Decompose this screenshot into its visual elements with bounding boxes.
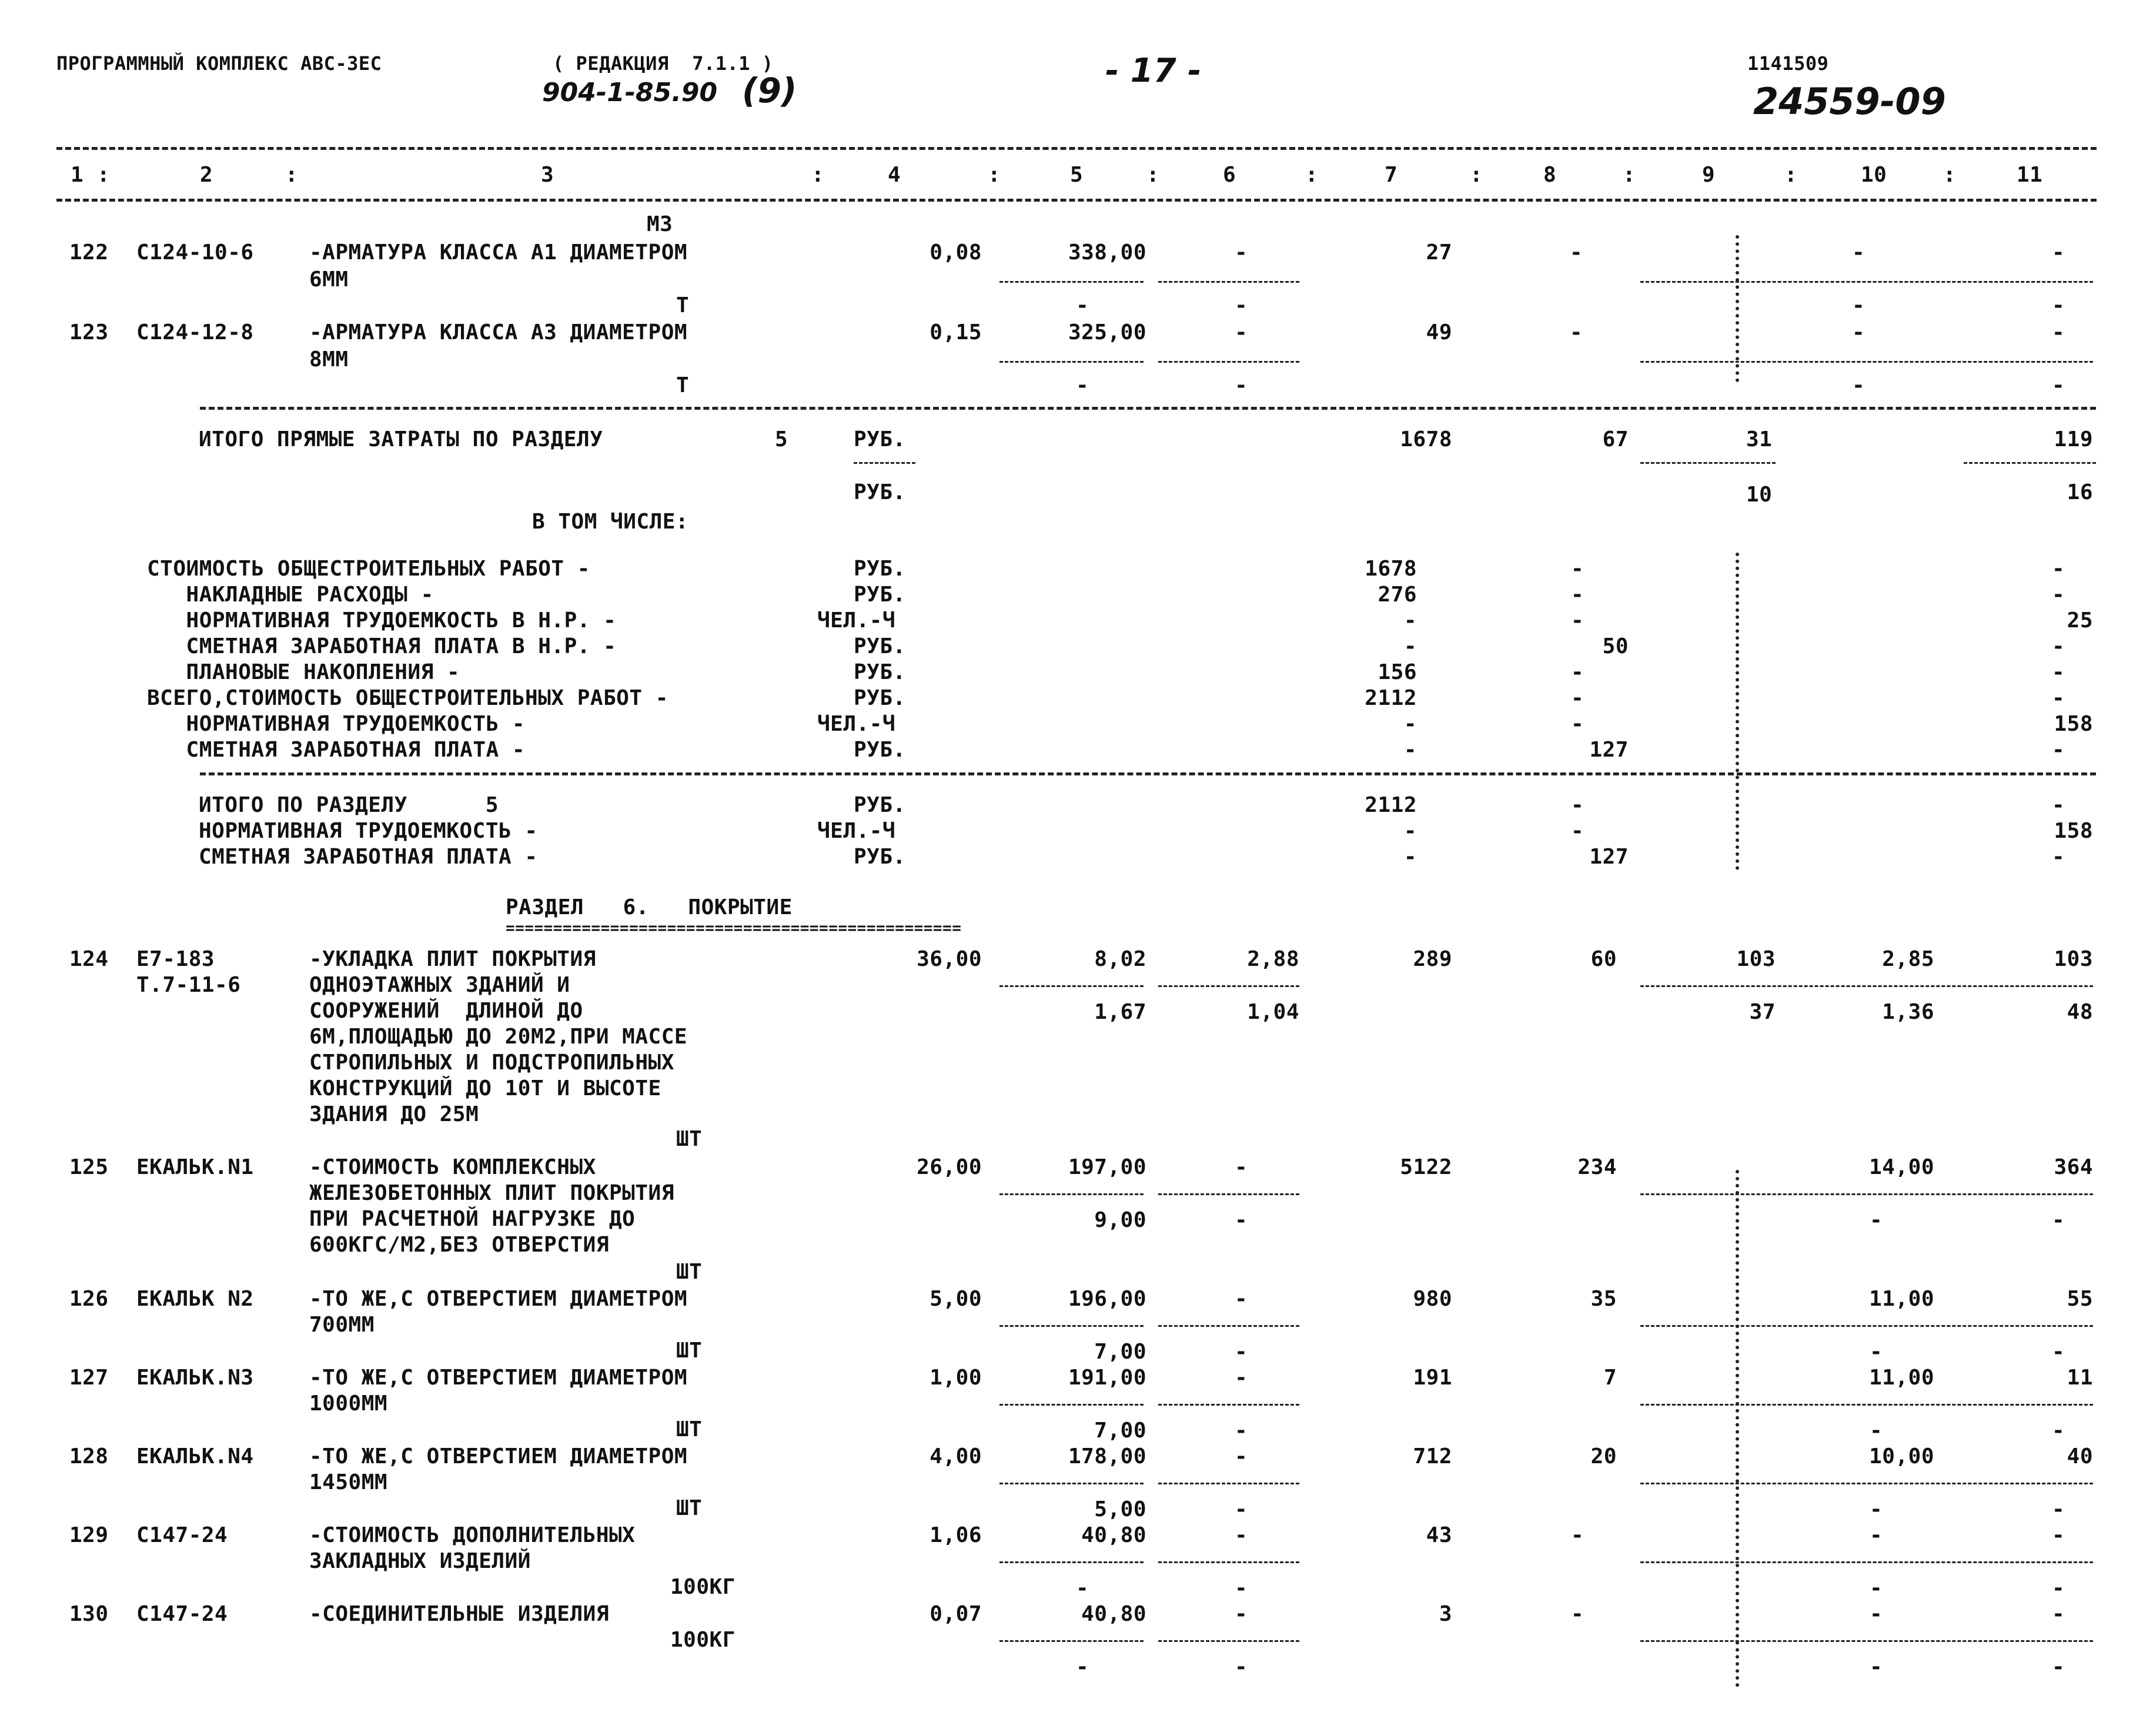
cell-c6: 2,88 [1247, 947, 1299, 971]
col-header-4: 4 [888, 163, 901, 187]
row-number: 128 [69, 1444, 109, 1469]
cell-c10: - [1870, 1602, 1883, 1626]
cell-c10b: - [1870, 1208, 1883, 1232]
doc-code-handwritten: 904-1-85.90 [542, 78, 718, 108]
cell-c10b: - [1870, 1340, 1883, 1364]
column9-dotted-line [1736, 553, 1739, 870]
row-description: ПРИ РАСЧЕТНОЙ НАГРУЗКЕ ДО [309, 1207, 636, 1231]
cell-c4: 1,06 [930, 1523, 982, 1547]
cell-c11b: - [2052, 1340, 2065, 1364]
row-description: 8ММ [309, 347, 349, 372]
cell-c11: - [2052, 738, 2065, 762]
row-number: 123 [69, 320, 109, 344]
row-description: 6ММ [309, 267, 349, 292]
col-header-6: 6 [1223, 163, 1236, 187]
cell-c11b: - [2052, 1419, 2065, 1443]
total-line-label: ИТОГО ПО РАЗДЕЛУ 5 [199, 793, 499, 817]
cell-c8: - [1571, 608, 1584, 633]
cell-c6b: - [1235, 1497, 1248, 1521]
cell-c4: 36,00 [917, 947, 982, 971]
row-code: Е7-183 [136, 947, 215, 971]
cell-c10: - [1852, 320, 1866, 344]
cell-c7: 49 [1426, 320, 1452, 344]
incl-line-label: НОРМАТИВНАЯ ТРУДОЕМКОСТЬ В Н.Р. - [147, 608, 617, 633]
unit-label: 100КГ [670, 1628, 736, 1652]
cell-c7: - [1403, 608, 1417, 633]
cell-c10: - [1870, 1523, 1883, 1547]
cell-c6: - [1235, 1155, 1248, 1179]
cell-c10: 14,00 [1869, 1155, 1934, 1179]
incl-line-unit: ЧЕЛ.-Ч [817, 608, 896, 633]
incl-line-label: ПЛАНОВЫЕ НАКОПЛЕНИЯ - [147, 660, 460, 684]
col-header-8: 8 [1543, 163, 1557, 187]
cell-c4: 0,07 [930, 1602, 982, 1626]
cell-c11: 158 [2054, 819, 2093, 843]
cell-c6: - [1235, 1444, 1248, 1469]
cell-c11: 103 [2054, 947, 2093, 971]
cell-c6b: - [1235, 373, 1248, 397]
cell-c11: - [2052, 557, 2065, 581]
summary-label: ИТОГО ПРЯМЫЕ ЗАТРАТЫ ПО РАЗДЕЛУ [199, 427, 603, 451]
section-title: РАЗДЕЛ 6. ПОКРЫТИЕ [506, 895, 793, 919]
cell-c7: - [1403, 819, 1417, 843]
cell-c11b: - [2052, 293, 2065, 317]
row-description: ОДНОЭТАЖНЫХ ЗДАНИЙ И [309, 973, 570, 997]
cell-c11b: 48 [2067, 1000, 2093, 1024]
cell-c8: - [1571, 660, 1584, 684]
cell-c11b: - [2052, 373, 2065, 397]
cell-c10b: - [1870, 1497, 1883, 1521]
cell-c10: 11,00 [1869, 1287, 1934, 1311]
cell-c10: 2,85 [1882, 947, 1934, 971]
row-description: ЗДАНИЯ ДО 25М [309, 1102, 479, 1126]
column9-dotted-line [1736, 1170, 1739, 1687]
total-line-unit: РУБ. [854, 845, 906, 869]
header-rule-top [56, 147, 2097, 150]
cell-c5: 178,00 [1068, 1444, 1146, 1469]
incl-heading: В ТОМ ЧИСЛЕ: [532, 510, 689, 534]
row-code: С147-24 [136, 1523, 228, 1547]
cell-c11: - [2052, 634, 2065, 658]
row-description: КОНСТРУКЦИЙ ДО 10Т И ВЫСОТЕ [309, 1076, 661, 1101]
row-description: 1450ММ [309, 1470, 388, 1494]
cell-c5: 196,00 [1068, 1287, 1146, 1311]
row-description: 1000ММ [309, 1392, 388, 1416]
unit-label: ШТ [676, 1260, 703, 1284]
row-description: -АРМАТУРА КЛАССА А3 ДИАМЕТРОМ [309, 320, 688, 344]
cell-c10: 10,00 [1869, 1444, 1934, 1469]
cell-c7: - [1403, 845, 1417, 869]
total-line-unit: РУБ. [854, 793, 906, 817]
cell-c9: 103 [1736, 947, 1776, 971]
incl-line-unit: ЧЕЛ.-Ч [817, 712, 896, 736]
cell-c10b: - [1870, 1419, 1883, 1443]
incl-line-unit: РУБ. [854, 686, 906, 710]
row-description: ЖЕЛЕЗОБЕТОННЫХ ПЛИТ ПОКРЫТИЯ [309, 1181, 674, 1205]
col-header-1: 1 [71, 163, 84, 187]
cell-c5b: 5,00 [1094, 1497, 1146, 1521]
row-number: 129 [69, 1523, 109, 1547]
row-description: -ТО ЖЕ,С ОТВЕРСТИЕМ ДИАМЕТРОМ [309, 1444, 688, 1469]
cell-c7: 27 [1426, 240, 1452, 265]
unit-label: 100КГ [670, 1575, 736, 1599]
cell-c8: 20 [1590, 1444, 1617, 1469]
unit-label: ШТ [676, 1127, 703, 1151]
cell-c5: 40,80 [1081, 1602, 1146, 1626]
row-number: 125 [69, 1155, 109, 1179]
cell-c11: - [2052, 660, 2065, 684]
cell-c8: - [1570, 240, 1583, 265]
cell-c7: 1678 [1365, 557, 1417, 581]
cell-c7: 2112 [1365, 793, 1417, 817]
cell-c8: - [1571, 793, 1584, 817]
cell-c8: 50 [1602, 634, 1629, 658]
unit-label: ШТ [676, 1339, 703, 1363]
cell-c11: 11 [2067, 1366, 2093, 1390]
cell-c11b: - [2052, 1208, 2065, 1232]
cell-c7: - [1403, 634, 1417, 658]
row-description: -ТО ЖЕ,С ОТВЕРСТИЕМ ДИАМЕТРОМ [309, 1287, 688, 1311]
row-description: 6М,ПЛОЩАДЬЮ ДО 20М2,ПРИ МАССЕ [309, 1025, 688, 1049]
cell-c11: - [2052, 583, 2065, 607]
cell-c5b: - [1076, 293, 1089, 317]
unit-label: М3 [647, 212, 673, 236]
cell-c11: 119 [2054, 427, 2093, 451]
cell-c7: 712 [1413, 1444, 1452, 1469]
cell-c8: 234 [1577, 1155, 1617, 1179]
row-description: -ТО ЖЕ,С ОТВЕРСТИЕМ ДИАМЕТРОМ [309, 1366, 688, 1390]
incl-line-label: НОРМАТИВНАЯ ТРУДОЕМКОСТЬ - [147, 712, 526, 736]
cell-c6: - [1235, 1366, 1248, 1390]
cell-c7: - [1403, 738, 1417, 762]
cell-c7: 980 [1413, 1287, 1452, 1311]
cell-c7: 156 [1378, 660, 1417, 684]
cell-c8: - [1571, 1602, 1584, 1626]
row-code: ЕКАЛЬК.N1 [136, 1155, 254, 1179]
row-code: ЕКАЛЬК.N4 [136, 1444, 254, 1469]
cell-c8: - [1571, 819, 1584, 843]
row-description: -СТОИМОСТЬ КОМПЛЕКСНЫХ [309, 1155, 596, 1179]
cell-c8: - [1571, 557, 1584, 581]
cell-c10b: - [1852, 293, 1866, 317]
row-description: 600КГС/М2,БЕЗ ОТВЕРСТИЯ [309, 1233, 609, 1257]
row-code: ЕКАЛЬК.N3 [136, 1366, 254, 1390]
total-line-label: СМЕТНАЯ ЗАРАБОТНАЯ ПЛАТА - [199, 845, 538, 869]
unit-label: Т [676, 373, 690, 397]
cell-c11: 55 [2067, 1287, 2093, 1311]
cell-c5b: 9,00 [1094, 1208, 1146, 1232]
row-description: СООРУЖЕНИЙ ДЛИНОЙ ДО [309, 999, 583, 1023]
cell-c10: - [1852, 240, 1866, 265]
section-underline: ================================================ [506, 919, 962, 937]
col-header-3: 3 [541, 163, 554, 187]
row-description: -АРМАТУРА КЛАССА А1 ДИАМЕТРОМ [309, 240, 688, 265]
cell-c10b: - [1870, 1655, 1883, 1679]
cell-c4: 0,15 [930, 320, 982, 344]
cell-c5b: 1,67 [1094, 1000, 1146, 1024]
cell-c5: 8,02 [1094, 947, 1146, 971]
cell-c6: - [1235, 240, 1248, 265]
incl-line-unit: РУБ. [854, 634, 906, 658]
header-rule-bottom [56, 199, 2097, 202]
row-description: ЗАКЛАДНЫХ ИЗДЕЛИЙ [309, 1549, 531, 1573]
total-line-label: НОРМАТИВНАЯ ТРУДОЕМКОСТЬ - [199, 819, 538, 843]
cell-c5: 40,80 [1081, 1523, 1146, 1547]
col-header-9: 9 [1702, 163, 1716, 187]
cell-c6: - [1235, 1287, 1248, 1311]
cell-c6b: - [1235, 1655, 1248, 1679]
row-description: СТРОПИЛЬНЫХ И ПОДСТРОПИЛЬНЫХ [309, 1051, 674, 1075]
cell-c9: 31 [1746, 427, 1773, 451]
incl-line-label: ВСЕГО,СТОИМОСТЬ ОБЩЕСТРОИТЕЛЬНЫХ РАБОТ - [147, 686, 668, 710]
cell-c7: 191 [1413, 1366, 1452, 1390]
cell-c11: - [2052, 845, 2065, 869]
row-code: С124-10-6 [136, 240, 254, 265]
cell-c8: 67 [1602, 427, 1629, 451]
cell-c7: 43 [1426, 1523, 1452, 1547]
cell-c10b: - [1870, 1576, 1883, 1600]
incl-line-unit: РУБ. [854, 660, 906, 684]
incl-line-unit: РУБ. [854, 583, 906, 607]
cell-c7: - [1403, 712, 1417, 736]
cell-c4: 1,00 [930, 1366, 982, 1390]
total-line-unit: ЧЕЛ.-Ч [817, 819, 896, 843]
cell-c4: 5,00 [930, 1287, 982, 1311]
cell-c8: - [1571, 1523, 1584, 1547]
edition-label: ( РЕДАКЦИЯ 7.1.1 ) [553, 52, 774, 75]
cell-c6: - [1235, 1602, 1248, 1626]
cell-c8: 7 [1603, 1366, 1617, 1390]
cell-c7: 276 [1378, 583, 1417, 607]
cell-c8: - [1571, 686, 1584, 710]
cell-c5: 191,00 [1068, 1366, 1146, 1390]
cell-c8: - [1571, 712, 1584, 736]
code-bottom-handwritten: 24559-09 [1753, 80, 1946, 123]
incl-line-label: НАКЛАДНЫЕ РАСХОДЫ - [147, 583, 434, 607]
incl-line-unit: РУБ. [854, 557, 906, 581]
cell-c7: 2112 [1365, 686, 1417, 710]
document-page: ПРОГРАММНЫЙ КОМПЛЕКС АВС-ЗЕС ( РЕДАКЦИЯ 7.1.1 ) 904-1-85.90 (9) - 17 - 1141509 24559-09 1 : 2 : 3 : 4 : 5 : 6 : 7 : 8 : 9 : 10 : 11 М3 122 С124-10-6 -АРМАТУРА КЛАССА А1 ДИАМЕТРОМ 6ММ 0,08 338,00 - 27 - - - Т - - - - 123 С124-12-8 -АРМАТУРА КЛАССА А3 ДИАМЕТРОМ 8ММ 0,15 325,00 - 49 - - - Т - - - - ИТОГО ПРЯМЫЕ ЗАТРАТЫ ПО РАЗДЕЛУ 5 РУБ. 1678 67 31 119 РУБ. 10 16 В ТОМ ЧИСЛЕ: СТОИМОСТЬ ОБЩЕСТРОИТЕЛЬНЫХ РАБОТ - РУБ. 1678 - - НАКЛАДНЫЕ РАСХОДЫ - РУБ. 276 - - НОРМАТИВНАЯ ТРУДОЕМКОСТЬ В Н.Р. - ЧЕЛ.-Ч - - 25 СМЕТНАЯ ЗАРАБОТНАЯ ПЛАТА В Н.Р. - РУБ. - 50 - ПЛАНОВЫЕ НАКОПЛЕНИЯ - РУБ. 156 - - ВСЕГО,СТОИМОСТЬ ОБЩЕСТРОИТЕЛЬНЫХ РАБОТ - РУБ. 2112 - - НОРМАТИВНАЯ ТРУДОЕМКОСТЬ - ЧЕЛ.-Ч - - 158 СМЕТНАЯ ЗАРАБОТНАЯ ПЛАТА - РУБ. - 127 - ИТОГО ПО РАЗДЕЛУ 5 РУБ. 2112 - - НОРМАТИВНАЯ ТРУДОЕМКОСТЬ - ЧЕЛ.-Ч - - 158 СМЕТНАЯ ЗАРАБОТНАЯ ПЛАТА - РУБ. - 127 - РАЗДЕЛ 6. ПОКРЫТИЕ ================================================ 124 Е7-183 Т.7-11-6 -УКЛАДКА ПЛИТ ПОКРЫТИЯ ОДНОЭТАЖНЫХ ЗДАНИЙ И СООРУЖЕНИЙ ДЛИНОЙ ДО 6М,ПЛОЩАДЬЮ ДО 20М2,ПРИ МАССЕ СТРОПИЛЬНЫХ И ПОДСТРОПИЛЬНЫХ КОНСТРУКЦИЙ ДО 10Т И ВЫСОТЕ ЗДАНИЯ ДО 25М 36,00 8,02 2,88 289 60 103 2,85 103 1,67 1,04 37 1,36 48 ШТ 125 ЕКАЛЬК.N1 -СТОИМОСТЬ КОМПЛЕКСНЫХ ЖЕЛЕЗОБЕТОННЫХ ПЛИТ ПОКРЫТИЯ ПРИ РАСЧЕТНОЙ НАГРУЗКЕ ДО 600КГС/М2,БЕЗ ОТВЕРСТИЯ 26,00 197,00 - 5122 234 14,00 364 9,00 - - - ШТ 126 ЕКАЛЬК N2 -ТО ЖЕ,С ОТВЕРСТИЕМ ДИАМЕТРОМ 700ММ 5,00 196,00 - 980 35 11,00 55 ШТ 7,00 - - - 127 ЕКАЛЬК.N3 -ТО ЖЕ,С ОТВЕРСТИЕМ ДИАМЕТРОМ 1000ММ 1,00 191,00 - 191 7 11,00 11 ШТ 7,00 - - - 128 ЕКАЛЬК.N4 -ТО ЖЕ,С ОТВЕРСТИЕМ ДИАМЕТРОМ 1450ММ 4,00 178,00 - 712 20 10,00 40 ШТ 5,00 - - - 129 С147-24 -СТОИМОСТЬ ДОПОЛНИТЕЛЬНЫХ ЗАКЛАДНЫХ ИЗДЕЛИЙ 1,06 40,80 - 43 - - - 100КГ - - - - 130 С147-24 -СОЕДИНИТЕЛЬНЫЕ ИЗДЕЛИЯ 0,07 40,80 - 3 - - - 100КГ - - - - [0, 0, 2153, 1736]
column9-dotted-line [1736, 235, 1739, 382]
cell-c6b: - [1235, 1576, 1248, 1600]
cell-c11b: - [2052, 1655, 2065, 1679]
cell-c4: 26,00 [917, 1155, 982, 1179]
cell-c6b: 1,04 [1247, 1000, 1299, 1024]
cell-c6: - [1235, 320, 1248, 344]
col-header-5: 5 [1070, 163, 1084, 187]
cell-c11: - [2052, 1602, 2065, 1626]
row-number: 130 [69, 1602, 109, 1626]
cell-c11: - [2052, 1523, 2065, 1547]
incl-line-label: СМЕТНАЯ ЗАРАБОТНАЯ ПЛАТА В Н.Р. - [147, 634, 617, 658]
cell-c11: 40 [2067, 1444, 2093, 1469]
col-header-7: 7 [1385, 163, 1398, 187]
cell-c9b: 37 [1749, 1000, 1776, 1024]
cell-c10: 11,00 [1869, 1366, 1934, 1390]
cell-c11b: 16 [2067, 480, 2093, 504]
row-description: -СТОИМОСТЬ ДОПОЛНИТЕЛЬНЫХ [309, 1523, 636, 1547]
incl-line-unit: РУБ. [854, 738, 906, 762]
cell-c11b: - [2052, 1576, 2065, 1600]
cell-c11: - [2052, 793, 2065, 817]
row-description: -УКЛАДКА ПЛИТ ПОКРЫТИЯ [309, 947, 596, 971]
summary-unit: РУБ. [854, 427, 906, 451]
incl-line-label: СТОИМОСТЬ ОБЩЕСТРОИТЕЛЬНЫХ РАБОТ - [147, 557, 590, 581]
cell-c6: - [1235, 1523, 1248, 1547]
row-number: 126 [69, 1287, 109, 1311]
row-description: -СОЕДИНИТЕЛЬНЫЕ ИЗДЕЛИЯ [309, 1602, 609, 1626]
cell-c6b: - [1235, 1340, 1248, 1364]
cell-c11: - [2052, 240, 2065, 265]
cell-c8: - [1570, 320, 1583, 344]
cell-c5: 338,00 [1068, 240, 1146, 265]
summary-unit: РУБ. [854, 480, 906, 504]
code-top: 1141509 [1747, 52, 1829, 75]
cell-c11: 25 [2067, 608, 2093, 633]
program-name: ПРОГРАММНЫЙ КОМПЛЕКС АВС-ЗЕС [56, 52, 382, 75]
row-code: Т.7-11-6 [136, 973, 241, 997]
row-number: 124 [69, 947, 109, 971]
cell-c8: 127 [1589, 738, 1629, 762]
col-header-2: 2 [200, 163, 213, 187]
cell-c5b: 7,00 [1094, 1340, 1146, 1364]
cell-c6b: - [1235, 293, 1248, 317]
row-number: 127 [69, 1366, 109, 1390]
row-description: 700ММ [309, 1313, 375, 1337]
cell-c11: 364 [2054, 1155, 2093, 1179]
cell-c9b: 10 [1746, 483, 1773, 507]
cell-c10b: - [1852, 373, 1866, 397]
cell-c6b: - [1235, 1419, 1248, 1443]
cell-c4: 0,08 [930, 240, 982, 265]
cell-c5b: - [1076, 373, 1089, 397]
unit-label: ШТ [676, 1496, 703, 1520]
col-header-11: 11 [2017, 163, 2043, 187]
cell-c8: 35 [1590, 1287, 1617, 1311]
row-number: 122 [69, 240, 109, 265]
cell-c7: 3 [1439, 1602, 1452, 1626]
row-code: ЕКАЛЬК N2 [136, 1287, 254, 1311]
cell-c5: 197,00 [1068, 1155, 1146, 1179]
cell-c11b: - [2052, 1497, 2065, 1521]
cell-c8: - [1571, 583, 1584, 607]
cell-c4: 4,00 [930, 1444, 982, 1469]
cell-c11: - [2052, 320, 2065, 344]
incl-line-label: СМЕТНАЯ ЗАРАБОТНАЯ ПЛАТА - [147, 738, 526, 762]
cell-c10b: 1,36 [1882, 1000, 1934, 1024]
cell-c7: 1678 [1400, 427, 1452, 451]
page-number: - 17 - [1105, 52, 1202, 90]
col-header-10: 10 [1861, 163, 1887, 187]
cell-c11: 158 [2054, 712, 2093, 736]
cell-c8: 60 [1590, 947, 1617, 971]
volume-handwritten: (9) [742, 71, 797, 111]
row-code: С124-12-8 [136, 320, 254, 344]
unit-label: Т [676, 293, 690, 317]
cell-c6b: - [1235, 1208, 1248, 1232]
cell-c5b: - [1076, 1655, 1089, 1679]
summary-section: 5 [775, 427, 788, 451]
cell-c5b: - [1076, 1576, 1089, 1600]
cell-c5b: 7,00 [1094, 1419, 1146, 1443]
cell-c7: 5122 [1400, 1155, 1452, 1179]
cell-c5: 325,00 [1068, 320, 1146, 344]
cell-c7: 289 [1413, 947, 1452, 971]
cell-c8: 127 [1589, 845, 1629, 869]
row-code: С147-24 [136, 1602, 228, 1626]
cell-c11: - [2052, 686, 2065, 710]
unit-label: ШТ [676, 1417, 703, 1441]
